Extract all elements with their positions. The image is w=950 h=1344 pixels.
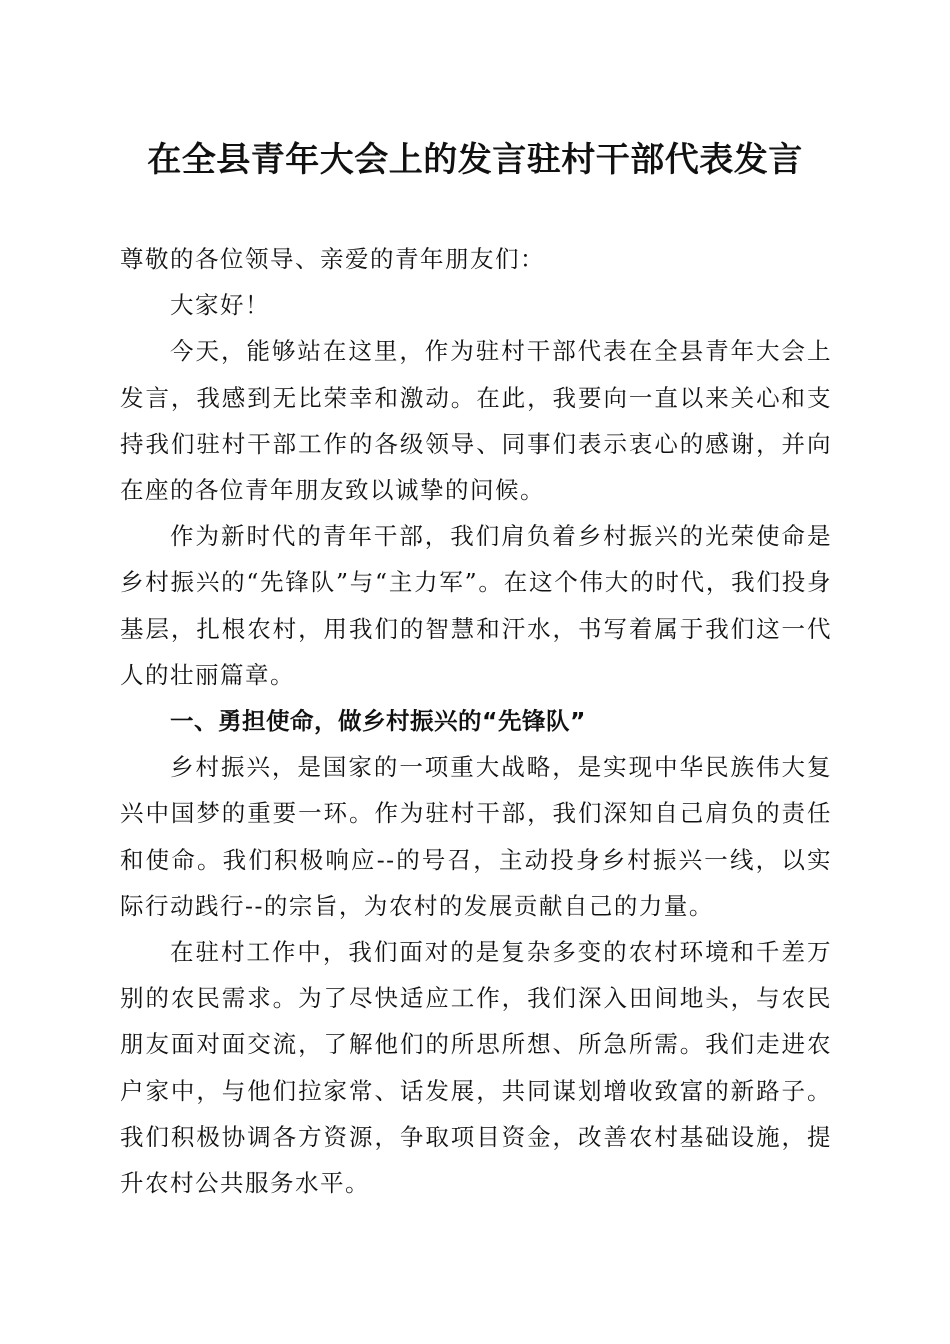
paragraph-4: 在驻村工作中，我们面对的是复杂多变的农村环境和千差万别的农民需求。为了尽快适应工作，我们深入田间地头，与农民朋友面对面交流，了解他们的所思所想、所急所需。我们走进农户家中，与他们拉家常、话发展，共同谋划增收致富的新路子。我们积极协调各方资源，争取项目资金，改善农村基础设施，提升农村公共服务水平。 <box>120 938 832 1198</box>
paragraph-2: 作为新时代的青年干部，我们肩负着乡村振兴的光荣使命是乡村振兴的“先锋队”与“主力军”。在这个伟大的时代，我们投身基层，扎根农村，用我们的智慧和汗水，书写着属于我们这一代人的壮丽篇章。 <box>120 522 832 689</box>
document-title: 在全县青年大会上的发言驻村干部代表发言 <box>147 140 803 180</box>
paragraph-1: 今天，能够站在这里，作为驻村干部代表在全县青年大会上发言，我感到无比荣幸和激动。在此，我要向一直以来关心和支持我们驻村干部工作的各级领导、同事们表示衷心的感谢，并向在座的各位青年朋友致以诚挚的问候。 <box>120 337 832 505</box>
salutation: 尊敬的各位领导、亲爱的青年朋友们： <box>120 245 545 273</box>
greeting: 大家好！ <box>170 291 270 320</box>
document-body <box>120 236 832 1206</box>
section-heading-1: 一、勇担使命，做乡村振兴的“先锋队” <box>170 707 586 736</box>
paragraph-3: 乡村振兴，是国家的一项重大战略，是实现中华民族伟大复兴中国梦的重要一环。作为驻村干部，我们深知自己肩负的责任和使命。我们积极响应--的号召，主动投身乡村振兴一线，以实际行动践行--的宗旨，为农村的发展贡献自己的力量。 <box>120 753 832 920</box>
